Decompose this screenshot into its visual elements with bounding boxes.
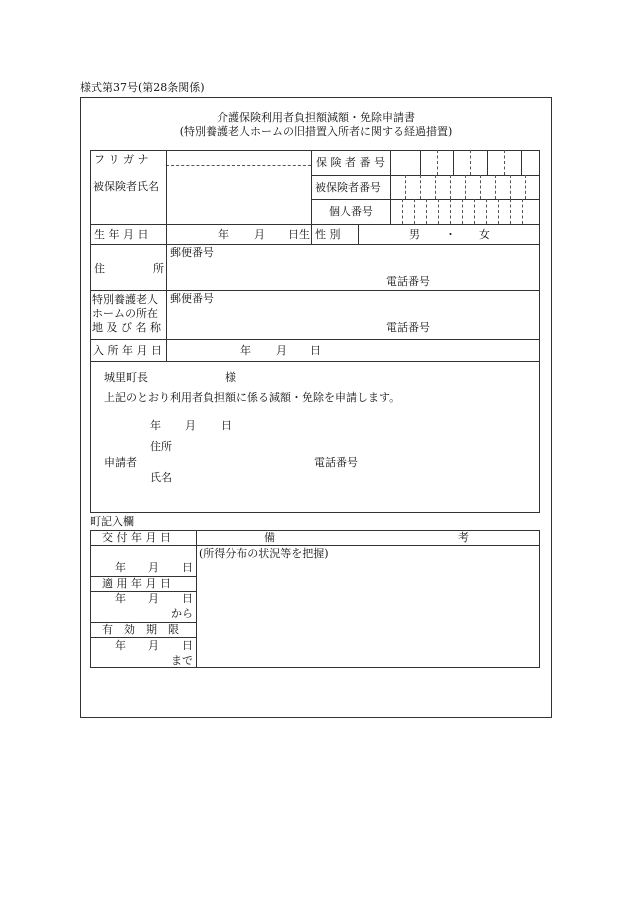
birthdate-year[interactable]: 年 (218, 228, 229, 241)
birthdate-month[interactable]: 月 (254, 228, 265, 241)
address-input[interactable] (167, 245, 539, 289)
facility-postal-label: 郵便番号 (170, 292, 214, 305)
request-statement: 上記のとおり利用者負担額に係る減額・免除を申請します。 (104, 391, 401, 404)
form-subtitle: (特別養護老人ホームの旧措置入所者に関する経過措置) (179, 125, 453, 138)
request-date-day[interactable]: 日 (221, 419, 232, 432)
applied-year[interactable]: 年 (115, 592, 126, 605)
furigana-label: フ リ ガ ナ (94, 153, 149, 166)
address-phone-label: 電話番号 (386, 275, 430, 288)
facility-label-line1: 特別養護老人 (92, 293, 158, 306)
insured-number-label: 被保険者番号 (315, 181, 381, 194)
remarks-note: (所得分布の状況等を把握) (199, 547, 329, 560)
birthdate-label: 生 年 月 日 (94, 228, 149, 241)
applicant-label: 申請者 (104, 456, 137, 469)
sex-option-female[interactable]: 女 (479, 228, 490, 241)
sex-separator: ・ (445, 228, 456, 241)
town-section-heading: 町記入欄 (90, 515, 134, 528)
remarks-label-first: 備 (264, 531, 275, 544)
insured-name-label: 被保険者氏名 (93, 180, 159, 193)
addressee-honorific: 様 (225, 371, 236, 384)
admission-date-label: 入 所 年 月 日 (93, 344, 162, 357)
form-number: 様式第37号(第28条関係) (80, 81, 205, 94)
admission-day[interactable]: 日 (310, 344, 321, 357)
issue-year[interactable]: 年 (115, 561, 126, 574)
addressee: 城里町長 (104, 371, 148, 384)
applied-month[interactable]: 月 (148, 592, 159, 605)
admission-year[interactable]: 年 (240, 344, 251, 357)
applied-from: から (171, 607, 193, 620)
applicant-address-label: 住所 (150, 440, 172, 453)
facility-label-line3: 地 及 び 名 称 (92, 321, 161, 334)
issue-day[interactable]: 日 (182, 561, 193, 574)
address-postal-label: 郵便番号 (170, 246, 214, 259)
furigana-input[interactable] (167, 151, 310, 164)
remarks-label-second: 考 (458, 531, 469, 544)
address-label-first: 住 (94, 262, 105, 275)
valid-period-label: 有 効 期 限 (102, 623, 179, 636)
issue-date-label: 交 付 年 月 日 (102, 531, 171, 544)
valid-until: まで (171, 654, 193, 667)
sex-option-male[interactable]: 男 (409, 228, 420, 241)
facility-input[interactable] (167, 291, 539, 338)
applicant-phone-label: 電話番号 (314, 456, 358, 469)
valid-year[interactable]: 年 (115, 639, 126, 652)
sex-label: 性 別 (315, 228, 341, 241)
issue-month[interactable]: 月 (148, 561, 159, 574)
insurer-number-label: 保 険 者 番 号 (316, 156, 385, 169)
facility-label-line2: ホームの所在 (92, 307, 158, 320)
applicant-name-label: 氏名 (150, 471, 172, 484)
applied-day[interactable]: 日 (182, 592, 193, 605)
request-date-year[interactable]: 年 (150, 419, 161, 432)
birthdate-day[interactable]: 日生 (288, 228, 310, 241)
personal-number-label: 個人番号 (329, 205, 373, 218)
valid-month[interactable]: 月 (148, 639, 159, 652)
address-label-second: 所 (153, 262, 164, 275)
admission-month[interactable]: 月 (276, 344, 287, 357)
valid-day[interactable]: 日 (182, 639, 193, 652)
remarks-input[interactable] (197, 561, 539, 667)
facility-phone-label: 電話番号 (386, 321, 430, 334)
applied-date-label: 適 用 年 月 日 (102, 577, 171, 590)
insured-name-input[interactable] (167, 166, 310, 223)
form-title: 介護保険利用者負担額減額・免除申請書 (217, 111, 415, 124)
request-date-month[interactable]: 月 (185, 419, 196, 432)
